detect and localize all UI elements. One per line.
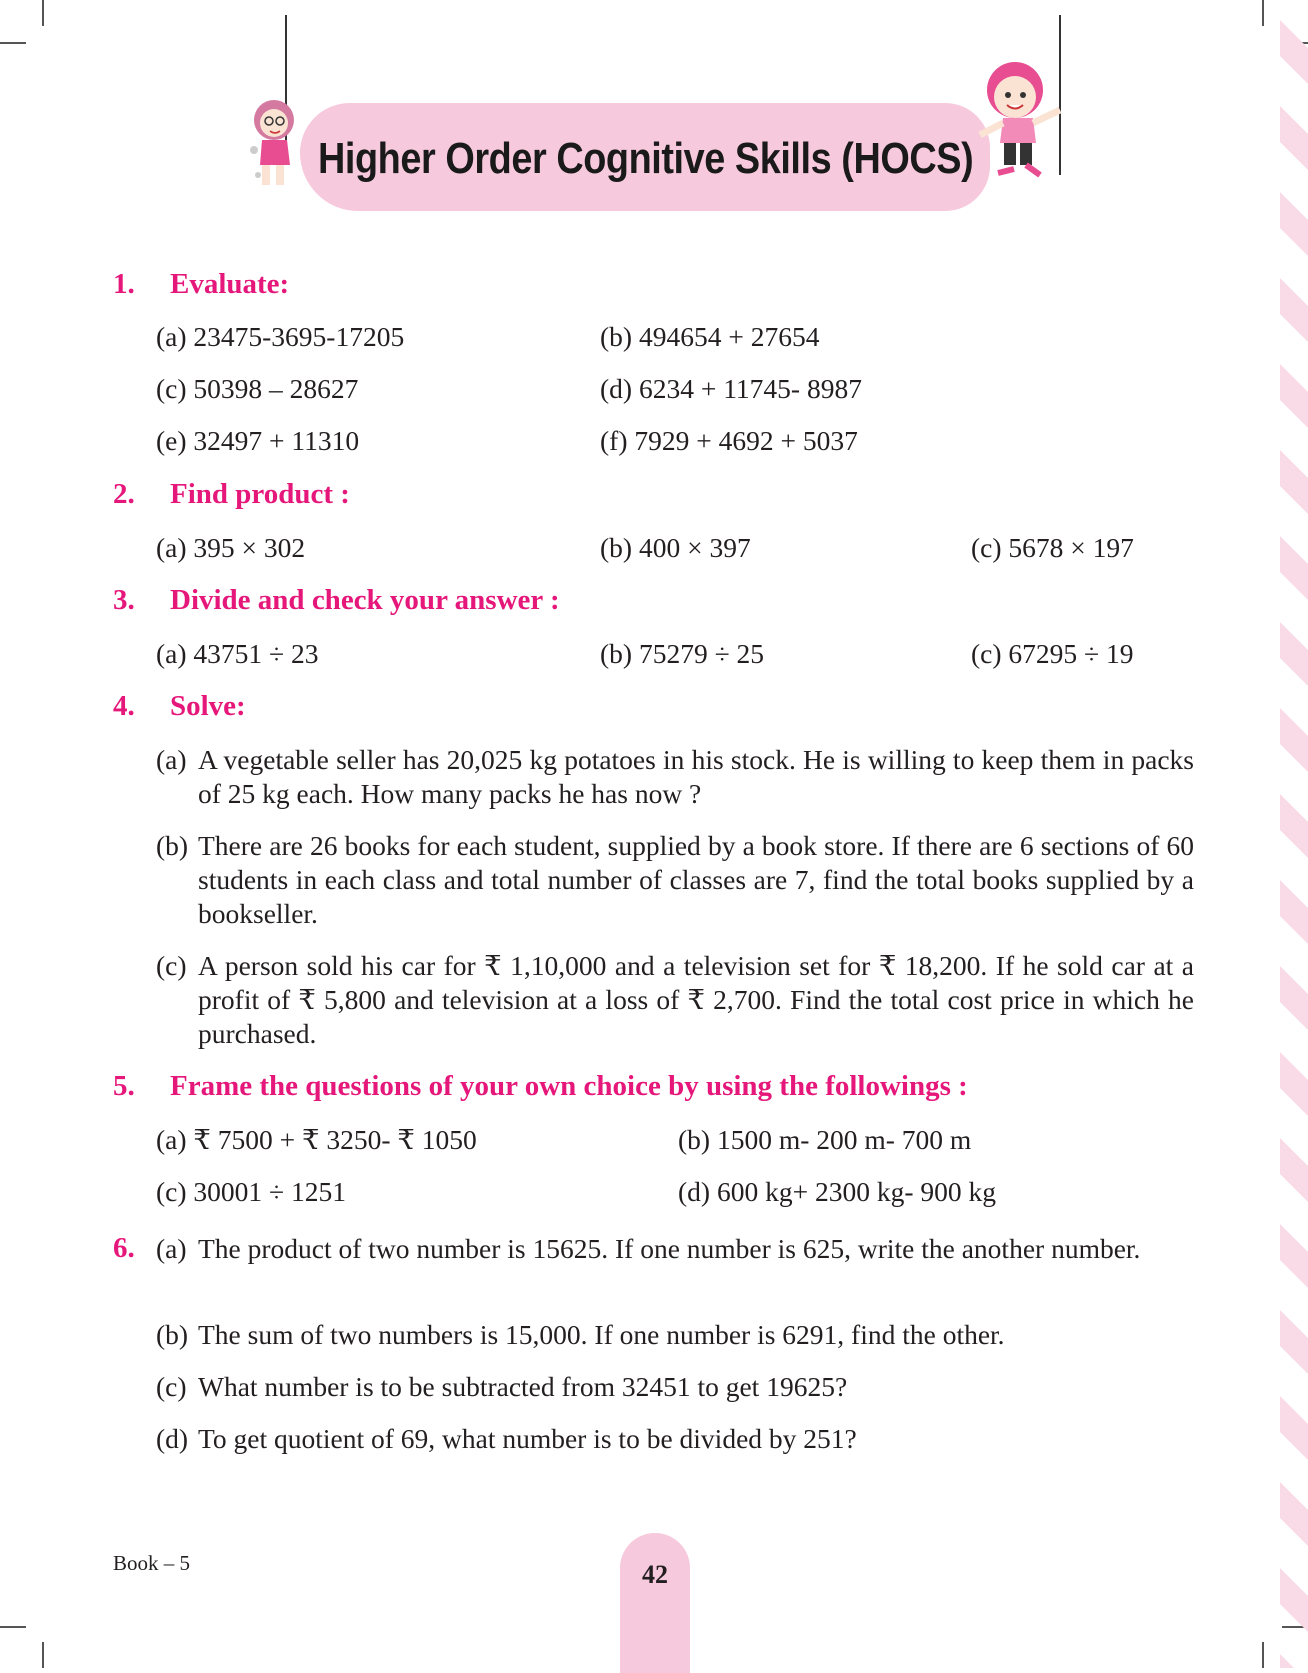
word-problem xyxy=(156,949,1194,1051)
stripe-shape xyxy=(1280,364,1308,428)
crop-mark xyxy=(42,1642,44,1668)
stripe-shape xyxy=(1280,1138,1308,1202)
question-item: (a) 43751 ÷ 23 xyxy=(156,638,319,669)
stripe-shape xyxy=(1280,278,1308,342)
item-label: (c) xyxy=(156,1371,187,1402)
question-heading: Evaluate: xyxy=(170,268,290,300)
word-problem xyxy=(156,1232,1194,1266)
side-stripe-decoration xyxy=(1258,0,1308,1668)
item-label: (b) xyxy=(156,830,189,861)
question-number: 3. xyxy=(113,584,135,616)
question-item: (f) 7929 + 4692 + 5037 xyxy=(600,425,858,456)
question-item: (c) 67295 ÷ 19 xyxy=(971,638,1134,669)
stripe-shape xyxy=(1280,1654,1308,1668)
question-number: 2. xyxy=(113,478,135,510)
stripe-shape xyxy=(1280,1396,1308,1460)
item-text: The product of two number is 15625. If one number is 625, write the another number. xyxy=(198,1233,1141,1264)
stripe-shape xyxy=(1280,880,1308,944)
question-number: 6. xyxy=(113,1232,135,1264)
crop-mark xyxy=(0,42,26,44)
crop-mark xyxy=(0,1626,26,1628)
question-heading: Divide and check your answer : xyxy=(170,584,560,616)
question-item: (b) 1500 m- 200 m- 700 m xyxy=(678,1124,972,1155)
stripe-shape xyxy=(1280,794,1308,858)
stripe-shape xyxy=(1280,622,1308,686)
word-problem xyxy=(156,829,1194,931)
word-problem xyxy=(156,1318,1194,1352)
stripe-shape xyxy=(1280,536,1308,600)
item-text: A vegetable seller has 20,025 kg potatoes in his stock. He is willing to keep them in packs of 25 kg each. How many packs he has now ? xyxy=(198,744,1194,809)
item-text: A person sold his car for ₹ 1,10,000 and a television set for ₹ 18,200. If he sold car at a profit of ₹ 5,800 and television at a loss of ₹ 2,700. Find the total cost price in which he purchased. xyxy=(198,950,1194,1049)
question-number: 5. xyxy=(113,1070,135,1102)
stripe-shape xyxy=(1280,106,1308,170)
question-item: (d) 6234 + 11745- 8987 xyxy=(600,373,862,404)
crop-mark xyxy=(42,0,44,26)
girl-illustration-icon xyxy=(232,15,312,195)
word-problem xyxy=(156,743,1194,811)
question-item: (c) 5678 × 197 xyxy=(971,532,1134,563)
word-problem xyxy=(156,1370,1194,1404)
item-text: The sum of two numbers is 15,000. If one number is 6291, find the other. xyxy=(198,1319,1005,1350)
item-text: What number is to be subtracted from 32451 to get 19625? xyxy=(198,1371,848,1402)
question-item: (c) 30001 ÷ 1251 xyxy=(156,1176,346,1207)
stripe-shape xyxy=(1280,1568,1308,1632)
book-label: Book – 5 xyxy=(113,1551,191,1575)
item-text: To get quotient of 69, what number is to be divided by 251? xyxy=(198,1423,857,1454)
question-heading: Frame the questions of your own choice by using the followings : xyxy=(170,1070,968,1102)
stripe-shape xyxy=(1280,1310,1308,1374)
boy-illustration-icon xyxy=(970,15,1080,185)
page-number: 42 xyxy=(642,1560,668,1589)
question-heading: Solve: xyxy=(170,690,246,722)
question-item: (a) 395 × 302 xyxy=(156,532,306,563)
question-item: (b) 75279 ÷ 25 xyxy=(600,638,765,669)
page-title: Higher Order Cognitive Skills (HOCS) xyxy=(318,134,974,183)
question-number: 1. xyxy=(113,268,135,300)
question-item: (a) ₹ 7500 + ₹ 3250- ₹ 1050 xyxy=(156,1124,477,1155)
question-item: (c) 50398 – 28627 xyxy=(156,373,359,404)
stripe-shape xyxy=(1280,20,1308,84)
stripe-shape xyxy=(1280,1224,1308,1288)
word-problem xyxy=(156,1422,1194,1456)
item-text: There are 26 books for each student, supplied by a book store. If there are 6 sections of 60 students in each class and total number of classes are 7, find the total books supplied by a bookseller. xyxy=(198,830,1194,929)
question-heading: Find product : xyxy=(170,478,350,510)
item-label: (a) xyxy=(156,1233,187,1264)
question-item: (d) 600 kg+ 2300 kg- 900 kg xyxy=(678,1176,996,1207)
question-item: (e) 32497 + 11310 xyxy=(156,425,360,456)
stripe-shape xyxy=(1280,450,1308,514)
question-item: (b) 400 × 397 xyxy=(600,532,751,563)
item-label: (c) xyxy=(156,950,187,981)
question-item: (a) 23475-3695-17205 xyxy=(156,321,405,352)
item-label: (b) xyxy=(156,1319,189,1350)
page-number-tab xyxy=(620,1533,690,1673)
item-label: (d) xyxy=(156,1423,189,1454)
stripe-shape xyxy=(1280,966,1308,1030)
stripe-shape xyxy=(1280,1052,1308,1116)
question-number: 4. xyxy=(113,690,135,722)
item-label: (a) xyxy=(156,744,187,775)
stripe-shape xyxy=(1280,1482,1308,1546)
question-item: (b) 494654 + 27654 xyxy=(600,321,820,352)
stripe-shape xyxy=(1280,708,1308,772)
stripe-shape xyxy=(1280,192,1308,256)
